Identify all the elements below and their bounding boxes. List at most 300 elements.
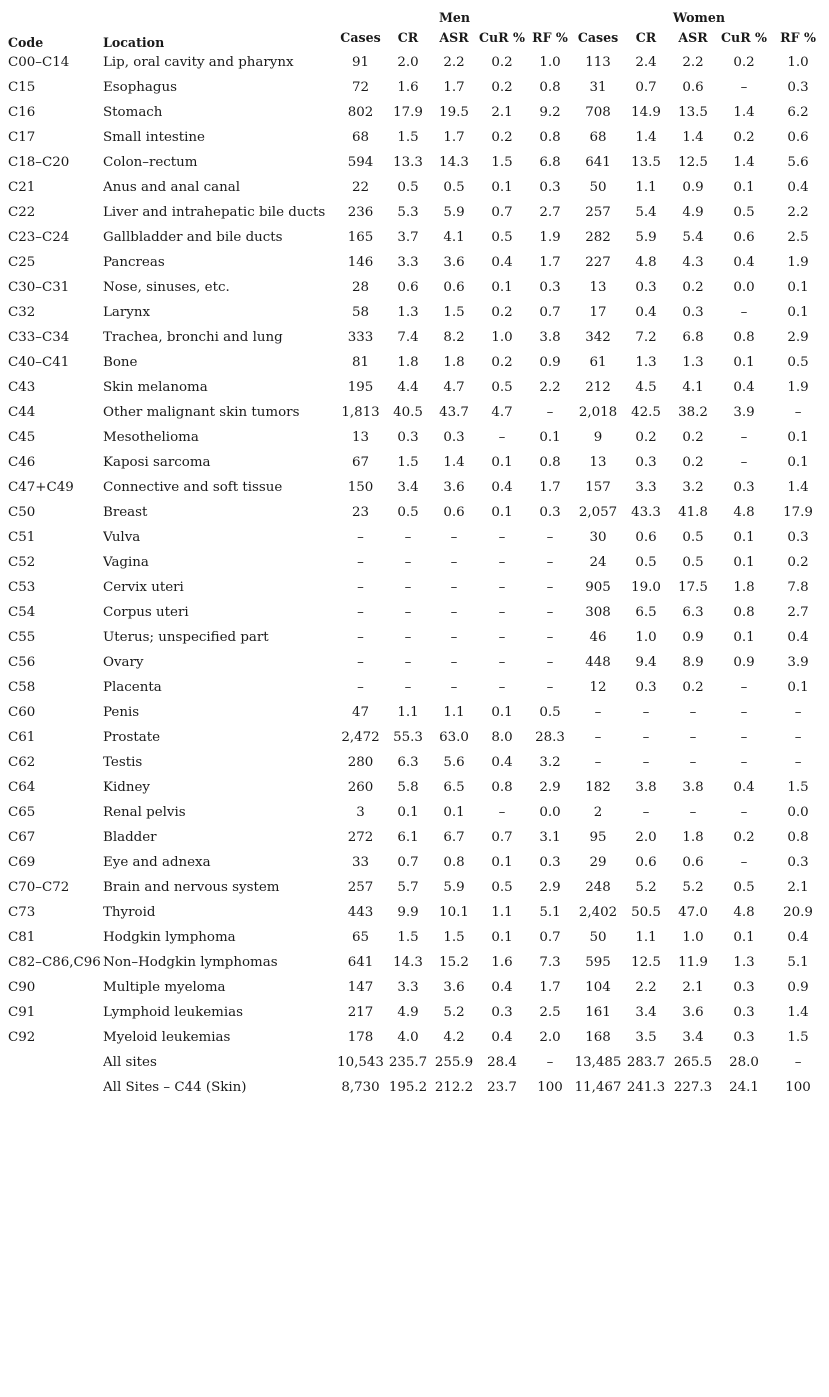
men-cur-cell: 4.7 [491, 405, 513, 420]
men-rf-cell: 2.9 [539, 880, 561, 895]
men-rf-cell: 0.8 [539, 130, 561, 145]
table-row [0, 450, 825, 475]
men-cur-cell: – [498, 605, 506, 620]
women-cases-cell: – [594, 730, 602, 745]
row-code: C43 [8, 380, 36, 395]
women-cases-cell: 31 [589, 80, 607, 95]
women-asr-cell: 1.3 [682, 355, 704, 370]
row-code: C50 [8, 505, 36, 520]
men-cr-cell: 6.1 [397, 830, 419, 845]
women-rf-cell: 2.2 [787, 205, 809, 220]
row-location: Colon–rectum [103, 155, 198, 170]
men-cases-cell: – [357, 580, 364, 595]
women-rf-cell: 0.3 [787, 530, 809, 545]
row-location: Bladder [103, 830, 157, 845]
women-cr-cell: 5.4 [635, 205, 657, 220]
women-asr-cell: 3.4 [682, 1030, 704, 1045]
men-cr-cell: 7.4 [397, 330, 419, 345]
women-rf-cell: 1.0 [787, 55, 809, 70]
women-rf-cell: 100 [785, 1080, 811, 1095]
women-cr-cell: 1.3 [635, 355, 657, 370]
men-cur-cell: – [498, 580, 506, 595]
women-rf-cell: – [794, 755, 802, 770]
men-cr-cell: 5.7 [397, 880, 419, 895]
men-rf-cell: 2.2 [539, 380, 561, 395]
women-cases-cell: – [594, 705, 602, 720]
men-cr-cell: 4.0 [397, 1030, 419, 1045]
row-location: Penis [103, 705, 140, 720]
men-rf-cell: 0.8 [539, 80, 561, 95]
men-rf-cell: 1.0 [539, 55, 561, 70]
men-cases-cell: 150 [347, 480, 374, 495]
row-code: C16 [8, 105, 36, 120]
men-cur-cell: – [498, 530, 506, 545]
women-cur-cell: 0.9 [733, 655, 755, 670]
row-code: C58 [8, 680, 36, 695]
table-row [0, 850, 825, 875]
women-cur-cell: 4.8 [733, 905, 755, 920]
men-asr-cell: 14.3 [439, 155, 469, 170]
women-asr-cell: 3.8 [682, 780, 704, 795]
row-code: C51 [8, 530, 36, 545]
women-cur-cell: 0.5 [733, 880, 755, 895]
men-asr-cell: 1.8 [443, 355, 465, 370]
women-group-header: Women [673, 10, 726, 25]
row-code: C46 [8, 455, 36, 470]
table-row [0, 275, 825, 300]
women-cr-cell: 1.1 [635, 180, 657, 195]
row-code: C61 [8, 730, 36, 745]
women-cr-cell: 0.4 [635, 305, 657, 320]
table-row [0, 325, 825, 350]
men-cases-cell: 3 [356, 805, 365, 820]
men-asr-header: ASR [439, 30, 469, 45]
women-cases-cell: 61 [589, 355, 607, 370]
table-row [0, 200, 825, 225]
table-row [0, 1050, 825, 1075]
men-rf-cell: – [546, 405, 554, 420]
women-cr-cell: 3.4 [635, 1005, 657, 1020]
table-row [0, 425, 825, 450]
men-cr-cell: 5.3 [397, 205, 419, 220]
men-asr-cell: 8.2 [443, 330, 465, 345]
row-code: C52 [8, 555, 36, 570]
men-cases-cell: 13 [351, 430, 370, 445]
men-cases-cell: 33 [351, 855, 370, 870]
row-code: C73 [8, 905, 36, 920]
men-cur-cell: – [498, 430, 506, 445]
women-rf-cell: 5.6 [787, 155, 809, 170]
women-cr-cell: 0.3 [635, 455, 657, 470]
row-code [0, 1050, 103, 1075]
women-rf-cell: 0.4 [787, 930, 809, 945]
men-cr-cell: 0.6 [397, 280, 419, 295]
row-location: Lip, oral cavity and pharynx [103, 55, 294, 70]
row-location: Vagina [103, 555, 149, 570]
women-cur-cell: 0.2 [733, 130, 755, 145]
women-cr-cell: 3.8 [635, 780, 657, 795]
women-asr-cell: 4.3 [682, 255, 704, 270]
row-location: Stomach [103, 105, 163, 120]
row-location: Liver and intrahepatic bile ducts [103, 205, 326, 220]
women-cur-cell: – [740, 730, 748, 745]
men-asr-cell: – [450, 605, 458, 620]
men-cr-cell: 3.3 [397, 980, 419, 995]
men-cases-cell: 272 [347, 830, 374, 845]
women-cases-cell: 168 [585, 1030, 611, 1045]
women-cases-cell: 68 [589, 130, 607, 145]
row-location: Gallbladder and bile ducts [103, 230, 283, 245]
women-asr-cell: 12.5 [678, 155, 708, 170]
men-cur-cell: 8.0 [491, 730, 513, 745]
row-code [0, 1075, 103, 1100]
women-cur-cell: 0.3 [733, 1030, 755, 1045]
women-cur-cell: 0.2 [733, 830, 755, 845]
row-location: All sites [103, 1055, 157, 1070]
women-cases-cell: 2,018 [578, 405, 618, 420]
men-cur-cell: 0.2 [491, 305, 513, 320]
men-cr-cell: – [404, 530, 412, 545]
men-cr-cell: 17.9 [393, 105, 423, 120]
men-rf-cell: 1.7 [539, 980, 561, 995]
men-cr-cell: 14.3 [393, 955, 423, 970]
row-code: C65 [8, 805, 36, 820]
row-code: C47+C49 [8, 480, 74, 495]
men-asr-cell: 0.8 [443, 855, 465, 870]
men-cr-cell: 0.3 [397, 430, 419, 445]
women-cr-cell: 1.1 [635, 930, 657, 945]
women-rf-cell: 0.1 [787, 430, 809, 445]
men-rf-cell: 0.8 [539, 455, 561, 470]
table-row [0, 975, 825, 1000]
row-location: Trachea, bronchi and lung [103, 330, 283, 345]
table-row [0, 250, 825, 275]
row-location: Corpus uteri [103, 605, 189, 620]
row-code: C32 [8, 305, 36, 320]
women-asr-cell: 0.3 [682, 305, 704, 320]
women-cases-cell: 50 [589, 180, 607, 195]
men-cases-cell: 47 [351, 705, 370, 720]
row-code: C44 [8, 405, 36, 420]
women-rf-cell: 2.1 [787, 880, 809, 895]
women-cur-cell: 3.9 [733, 405, 755, 420]
row-location: Skin melanoma [103, 380, 208, 395]
men-rf-cell: – [546, 555, 554, 570]
men-cases-header: Cases [340, 30, 381, 45]
women-rf-cell: 1.5 [787, 780, 809, 795]
table-row [0, 225, 825, 250]
table-row [0, 950, 825, 975]
women-rf-cell: 0.0 [787, 805, 809, 820]
men-cases-cell: 333 [347, 330, 374, 345]
women-cr-cell: 14.9 [631, 105, 661, 120]
women-cases-cell: 282 [585, 230, 611, 245]
men-asr-cell: 63.0 [439, 730, 469, 745]
women-asr-cell: 4.1 [682, 380, 704, 395]
women-cr-cell: 19.0 [631, 580, 661, 595]
men-rf-cell: 0.3 [539, 505, 561, 520]
row-code: C18–C20 [8, 155, 70, 170]
men-asr-cell: 43.7 [439, 405, 469, 420]
men-cr-cell: 1.5 [397, 930, 419, 945]
men-cr-cell: – [404, 680, 412, 695]
men-rf-cell: 3.1 [539, 830, 561, 845]
men-cr-cell: 13.3 [393, 155, 423, 170]
men-cr-cell: 5.8 [397, 780, 419, 795]
men-cases-cell: 802 [347, 105, 374, 120]
row-location: Larynx [103, 305, 151, 320]
table-row [0, 800, 825, 825]
row-location: All Sites – C44 (Skin) [103, 1080, 247, 1095]
row-location: Mesothelioma [103, 430, 199, 445]
women-cr-cell: 42.5 [631, 405, 661, 420]
women-cr-cell: – [642, 730, 650, 745]
row-location: Pancreas [103, 255, 165, 270]
men-cases-cell: 2,472 [341, 730, 380, 745]
women-asr-cell: 3.6 [682, 1005, 704, 1020]
men-cases-cell: – [357, 655, 364, 670]
men-rf-cell: 2.0 [539, 1030, 561, 1045]
women-cr-cell: 2.4 [635, 55, 657, 70]
table-row [0, 600, 825, 625]
women-rf-cell: 0.2 [787, 555, 809, 570]
row-code: C81 [8, 930, 36, 945]
women-cases-cell: 157 [585, 480, 611, 495]
table-row [0, 725, 825, 750]
women-cases-cell: 212 [585, 380, 611, 395]
row-location: Nose, sinuses, etc. [103, 280, 230, 295]
women-asr-cell: – [689, 755, 697, 770]
men-cur-cell: 0.4 [491, 480, 513, 495]
table-row [0, 1075, 825, 1100]
women-rf-cell: – [794, 1055, 802, 1070]
men-rf-cell: – [546, 680, 554, 695]
women-rf-cell: 1.9 [787, 380, 809, 395]
men-asr-cell: 4.2 [443, 1030, 465, 1045]
women-asr-cell: – [689, 805, 697, 820]
table-row [0, 925, 825, 950]
men-cases-cell: 443 [347, 905, 374, 920]
table-row [0, 300, 825, 325]
men-asr-cell: 19.5 [439, 105, 469, 120]
men-cur-cell: – [498, 555, 506, 570]
row-code: C15 [8, 80, 36, 95]
men-cur-cell: 0.3 [491, 1005, 513, 1020]
row-location: Kaposi sarcoma [103, 455, 211, 470]
row-location: Bone [103, 355, 138, 370]
women-cases-cell: 13,485 [574, 1055, 622, 1070]
women-cr-cell: 0.6 [635, 530, 657, 545]
men-rf-cell: 0.5 [539, 705, 561, 720]
men-cases-cell: 65 [351, 930, 370, 945]
men-rf-cell: 2.5 [539, 1005, 561, 1020]
women-cases-cell: 161 [585, 1005, 611, 1020]
men-cur-cell: 0.4 [491, 755, 513, 770]
row-location: Esophagus [103, 80, 177, 95]
men-cur-cell: 0.5 [491, 380, 513, 395]
men-asr-cell: – [450, 655, 458, 670]
women-cur-cell: 0.4 [733, 780, 755, 795]
women-asr-cell: 2.1 [682, 980, 704, 995]
women-cr-cell: 0.5 [635, 555, 657, 570]
men-rf-cell: – [546, 605, 554, 620]
row-code: C62 [8, 755, 36, 770]
row-code: C45 [8, 430, 36, 445]
table-row [0, 875, 825, 900]
table-row [0, 350, 825, 375]
men-cr-cell: 6.3 [397, 755, 419, 770]
women-cases-cell: 12 [589, 680, 607, 695]
code-column-header: Code [8, 35, 44, 50]
women-cr-cell: 13.5 [631, 155, 661, 170]
women-cur-cell: – [740, 430, 748, 445]
men-asr-cell: 10.1 [439, 905, 469, 920]
women-asr-cell: 11.9 [678, 955, 708, 970]
row-code: C55 [8, 630, 36, 645]
table-row [0, 175, 825, 200]
men-cr-cell: 9.9 [397, 905, 419, 920]
men-rf-cell: – [546, 530, 554, 545]
women-cur-cell: – [740, 805, 748, 820]
women-asr-cell: 47.0 [678, 905, 708, 920]
men-cr-cell: 3.7 [397, 230, 419, 245]
women-cur-cell: 0.1 [733, 930, 755, 945]
men-cur-cell: 0.1 [491, 930, 513, 945]
women-asr-cell: 0.5 [682, 530, 704, 545]
women-asr-cell: 0.6 [682, 855, 704, 870]
men-asr-cell: 3.6 [443, 255, 465, 270]
men-asr-cell: 1.5 [443, 930, 465, 945]
women-rf-cell: 0.6 [787, 130, 809, 145]
men-cr-cell: – [404, 580, 412, 595]
men-cases-cell: 217 [347, 1005, 374, 1020]
row-code: C91 [8, 1005, 36, 1020]
women-rf-cell: 0.4 [787, 630, 809, 645]
women-cur-cell: 1.4 [733, 105, 755, 120]
women-cur-cell: 0.1 [733, 555, 755, 570]
men-cases-cell: – [357, 630, 364, 645]
women-asr-cell: 5.2 [682, 880, 704, 895]
women-cur-cell: 0.6 [733, 230, 755, 245]
women-cur-cell: 1.8 [733, 580, 755, 595]
men-asr-cell: 1.5 [443, 305, 465, 320]
men-cases-cell: – [357, 555, 364, 570]
men-asr-cell: 4.7 [443, 380, 465, 395]
row-location: Prostate [103, 730, 161, 745]
men-cur-cell: 0.1 [491, 280, 513, 295]
row-code: C92 [8, 1030, 36, 1045]
women-cr-cell: 2.0 [635, 830, 657, 845]
table-row [0, 150, 825, 175]
table-row [0, 525, 825, 550]
table-row [0, 750, 825, 775]
women-cases-cell: 182 [585, 780, 611, 795]
women-rf-cell: 20.9 [783, 905, 813, 920]
women-cur-cell: – [740, 755, 748, 770]
women-cur-cell: 0.4 [733, 380, 755, 395]
women-cur-cell: 1.4 [733, 155, 755, 170]
women-cases-cell: 46 [589, 630, 607, 645]
table-row [0, 400, 825, 425]
men-cr-cell: 55.3 [393, 730, 423, 745]
women-asr-cell: 17.5 [678, 580, 708, 595]
men-cr-cell: 4.4 [397, 380, 419, 395]
women-cur-cell: 0.4 [733, 255, 755, 270]
row-code: C82–C86,C96 [8, 955, 101, 970]
table-row [0, 550, 825, 575]
women-rf-cell: 0.1 [787, 455, 809, 470]
men-asr-cell: 0.3 [443, 430, 465, 445]
row-location: Uterus; unspecified part [103, 630, 269, 645]
men-cur-cell: 0.2 [491, 80, 513, 95]
men-cur-cell: 0.4 [491, 1030, 513, 1045]
table-row [0, 475, 825, 500]
men-cr-cell: 2.0 [397, 55, 419, 70]
women-rf-cell: 0.9 [787, 980, 809, 995]
men-rf-cell: 0.3 [539, 855, 561, 870]
women-cases-cell: 248 [585, 880, 611, 895]
men-cr-cell: – [404, 555, 412, 570]
women-asr-cell: 0.6 [682, 80, 704, 95]
men-asr-cell: 3.6 [443, 980, 465, 995]
women-rf-cell: 0.3 [787, 80, 809, 95]
women-cases-cell: 595 [585, 955, 611, 970]
row-location: Renal pelvis [103, 805, 186, 820]
men-rf-cell: 100 [537, 1080, 563, 1095]
men-rf-cell: 2.9 [539, 780, 561, 795]
men-cr-cell: 195.2 [388, 1080, 428, 1095]
men-cur-cell: 0.2 [491, 130, 513, 145]
men-rf-cell: – [546, 630, 554, 645]
women-cases-cell: 104 [585, 980, 611, 995]
row-location: Connective and soft tissue [103, 480, 283, 495]
women-cr-cell: 0.6 [635, 855, 657, 870]
men-asr-cell: 0.5 [443, 180, 465, 195]
table-row [0, 125, 825, 150]
row-code: C56 [8, 655, 36, 670]
women-cr-cell: 3.3 [635, 480, 657, 495]
men-cases-cell: 257 [347, 880, 374, 895]
women-cases-cell: 95 [589, 830, 607, 845]
men-cr-cell: 3.4 [397, 480, 419, 495]
men-cr-cell: 0.5 [397, 505, 419, 520]
men-cases-cell: 68 [351, 130, 370, 145]
row-code: C23–C24 [8, 230, 70, 245]
women-asr-header: ASR [678, 30, 708, 45]
table-row [0, 1000, 825, 1025]
row-location: Lymphoid leukemias [103, 1005, 243, 1020]
women-cr-cell: 5.9 [635, 230, 657, 245]
women-cr-cell: 0.2 [635, 430, 657, 445]
women-cases-header: Cases [577, 30, 619, 45]
row-code: C00–C14 [8, 55, 70, 70]
men-asr-cell: 0.6 [443, 505, 465, 520]
men-rf-cell: 6.8 [539, 155, 561, 170]
women-cases-cell: 113 [585, 55, 611, 70]
women-cur-cell: – [740, 705, 748, 720]
women-rf-cell: – [794, 405, 802, 420]
women-asr-cell: 1.0 [682, 930, 704, 945]
women-rf-cell: – [794, 730, 802, 745]
women-asr-cell: 8.9 [682, 655, 704, 670]
men-group-header: Men [438, 10, 471, 25]
row-location: Kidney [103, 780, 150, 795]
row-code: C90 [8, 980, 36, 995]
women-cases-cell: 2,057 [578, 505, 618, 520]
men-cases-cell: 280 [347, 755, 374, 770]
table-row [0, 1025, 825, 1050]
men-cur-cell: 0.7 [491, 205, 513, 220]
